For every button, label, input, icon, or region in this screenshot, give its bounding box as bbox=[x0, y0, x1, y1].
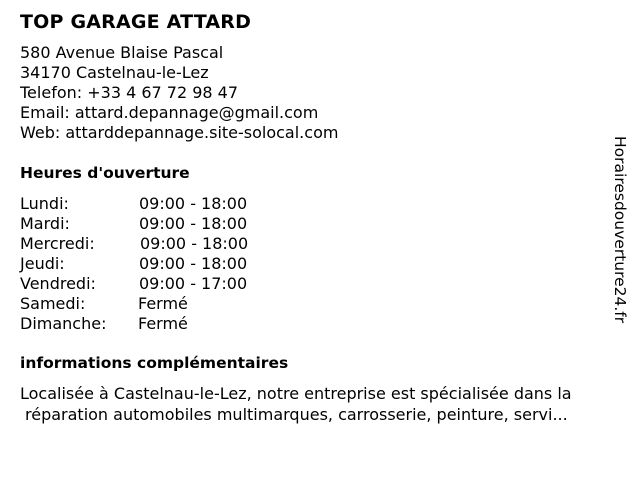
hours-value: 09:00 - 18:00 bbox=[139, 194, 248, 213]
address-city: 34170 Castelnau-le-Lez bbox=[20, 63, 209, 82]
hours-value: 09:00 - 18:00 bbox=[139, 214, 248, 233]
contact-block bbox=[20, 43, 338, 143]
hours-value: 09:00 - 18:00 bbox=[140, 234, 249, 253]
hours-value: 09:00 - 18:00 bbox=[139, 254, 248, 273]
address-street: 580 Avenue Blaise Pascal bbox=[20, 43, 224, 62]
day-label: Jeudi: bbox=[20, 254, 65, 273]
day-label: Dimanche: bbox=[20, 314, 107, 333]
business-name: TOP GARAGE ATTARD bbox=[20, 11, 252, 33]
email-address: Email: attard.depannage@gmail.com bbox=[20, 103, 319, 122]
day-label: Lundi: bbox=[20, 194, 69, 213]
hours-value: Fermé bbox=[138, 314, 188, 333]
description-line-2: réparation automobiles multimarques, carrosserie, peinture, servi... bbox=[25, 405, 568, 424]
phone-number: Telefon: +33 4 67 72 98 47 bbox=[20, 83, 239, 102]
day-label: Vendredi: bbox=[20, 274, 96, 293]
day-label: Mercredi: bbox=[20, 234, 95, 253]
additional-info-heading: informations complémentaires bbox=[20, 354, 289, 372]
day-label: Mardi: bbox=[20, 214, 70, 233]
description-line-1: Localisée à Castelnau-le-Lez, notre entreprise est spécialisée dans la bbox=[20, 384, 572, 403]
day-label: Samedi: bbox=[20, 294, 86, 313]
hours-value: 09:00 - 17:00 bbox=[139, 274, 248, 293]
website-address: Web: attarddepannage.site-solocal.com bbox=[20, 123, 339, 142]
site-watermark: Horairesdouverture24.fr bbox=[611, 136, 629, 324]
business-description bbox=[20, 383, 620, 425]
hours-value: Fermé bbox=[138, 294, 188, 313]
opening-hours-heading: Heures d'ouverture bbox=[20, 164, 190, 182]
